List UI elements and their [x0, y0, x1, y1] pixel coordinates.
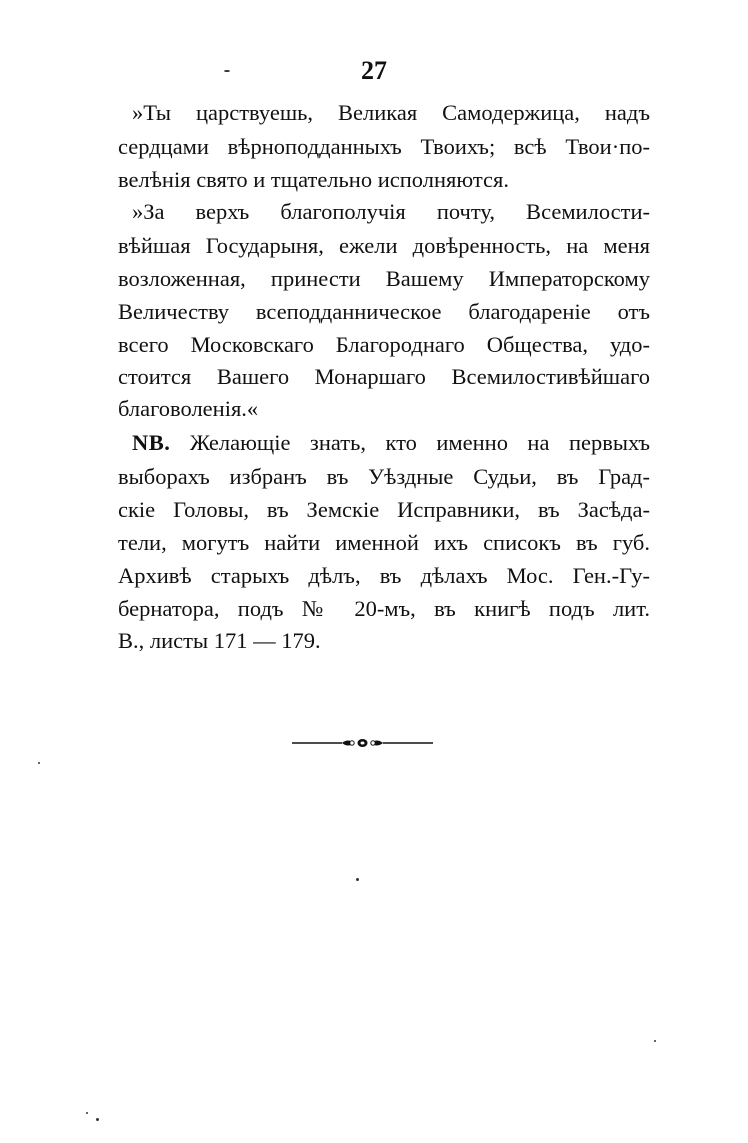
nb-paragraph-line-2: выборахъ избранъ въ Уѣздные Судьи, въ Град- [118, 464, 650, 489]
nb-paragraph-line-7: В., листы 171 — 179. [118, 628, 321, 653]
paragraph-2-line-4: Величеству всеподданническое благодареніе отъ [118, 299, 650, 324]
nb-paragraph-line-5: Архивѣ старыхъ дѣлъ, въ дѣлахъ Мос. Ген.-Гу- [118, 563, 650, 588]
paragraph-2-line-6: стоится Вашего Монаршаго Всемилостивѣйшаго [118, 364, 650, 389]
paragraph-2-line-1: »За верхъ благополучія почту, Всемилости- [132, 199, 650, 224]
nb-paragraph-line-3: скіе Головы, въ Земскіе Исправники, въ Засѣда- [118, 497, 650, 522]
paragraph-1-line-1: »Ты царствуешь, Великая Самодержица, надъ [132, 100, 650, 125]
scan-speck [38, 762, 40, 764]
scan-speck [86, 1112, 88, 1114]
scan-speck [654, 1040, 656, 1042]
nb-paragraph-line-4: тели, могутъ найти именной ихъ списокъ въ губ. [118, 530, 650, 555]
scan-speck [224, 70, 230, 72]
paragraph-2-line-7: благоволенія.« [118, 396, 259, 421]
paragraph-1-line-2: сердцами вѣрноподданныхъ Твоихъ; всѣ Твои·по- [118, 134, 650, 159]
nb-line-1-text: Желающіе знать, кто именно на первыхъ [170, 430, 650, 455]
nb-mark: NB. [132, 430, 171, 455]
scan-speck [96, 1118, 99, 1121]
nb-paragraph-line-1 [132, 427, 650, 458]
ornament-divider [290, 731, 435, 755]
nb-paragraph-line-6: бернатора, подъ № 20-мъ, въ книгѣ подъ лит. [118, 596, 650, 621]
paragraph-1-line-3: велѣнія свято и тщательно исполняются. [118, 167, 509, 192]
paragraph-2-line-3: возложенная, принести Вашему Императорскому [118, 266, 650, 291]
page-number: 27 [361, 56, 387, 85]
scan-speck [356, 878, 359, 881]
paragraph-2-line-2: вѣйшая Государыня, ежели довѣренность, на меня [118, 233, 650, 258]
paragraph-2-line-5: всего Московскаго Благороднаго Общества, удо- [118, 332, 650, 357]
